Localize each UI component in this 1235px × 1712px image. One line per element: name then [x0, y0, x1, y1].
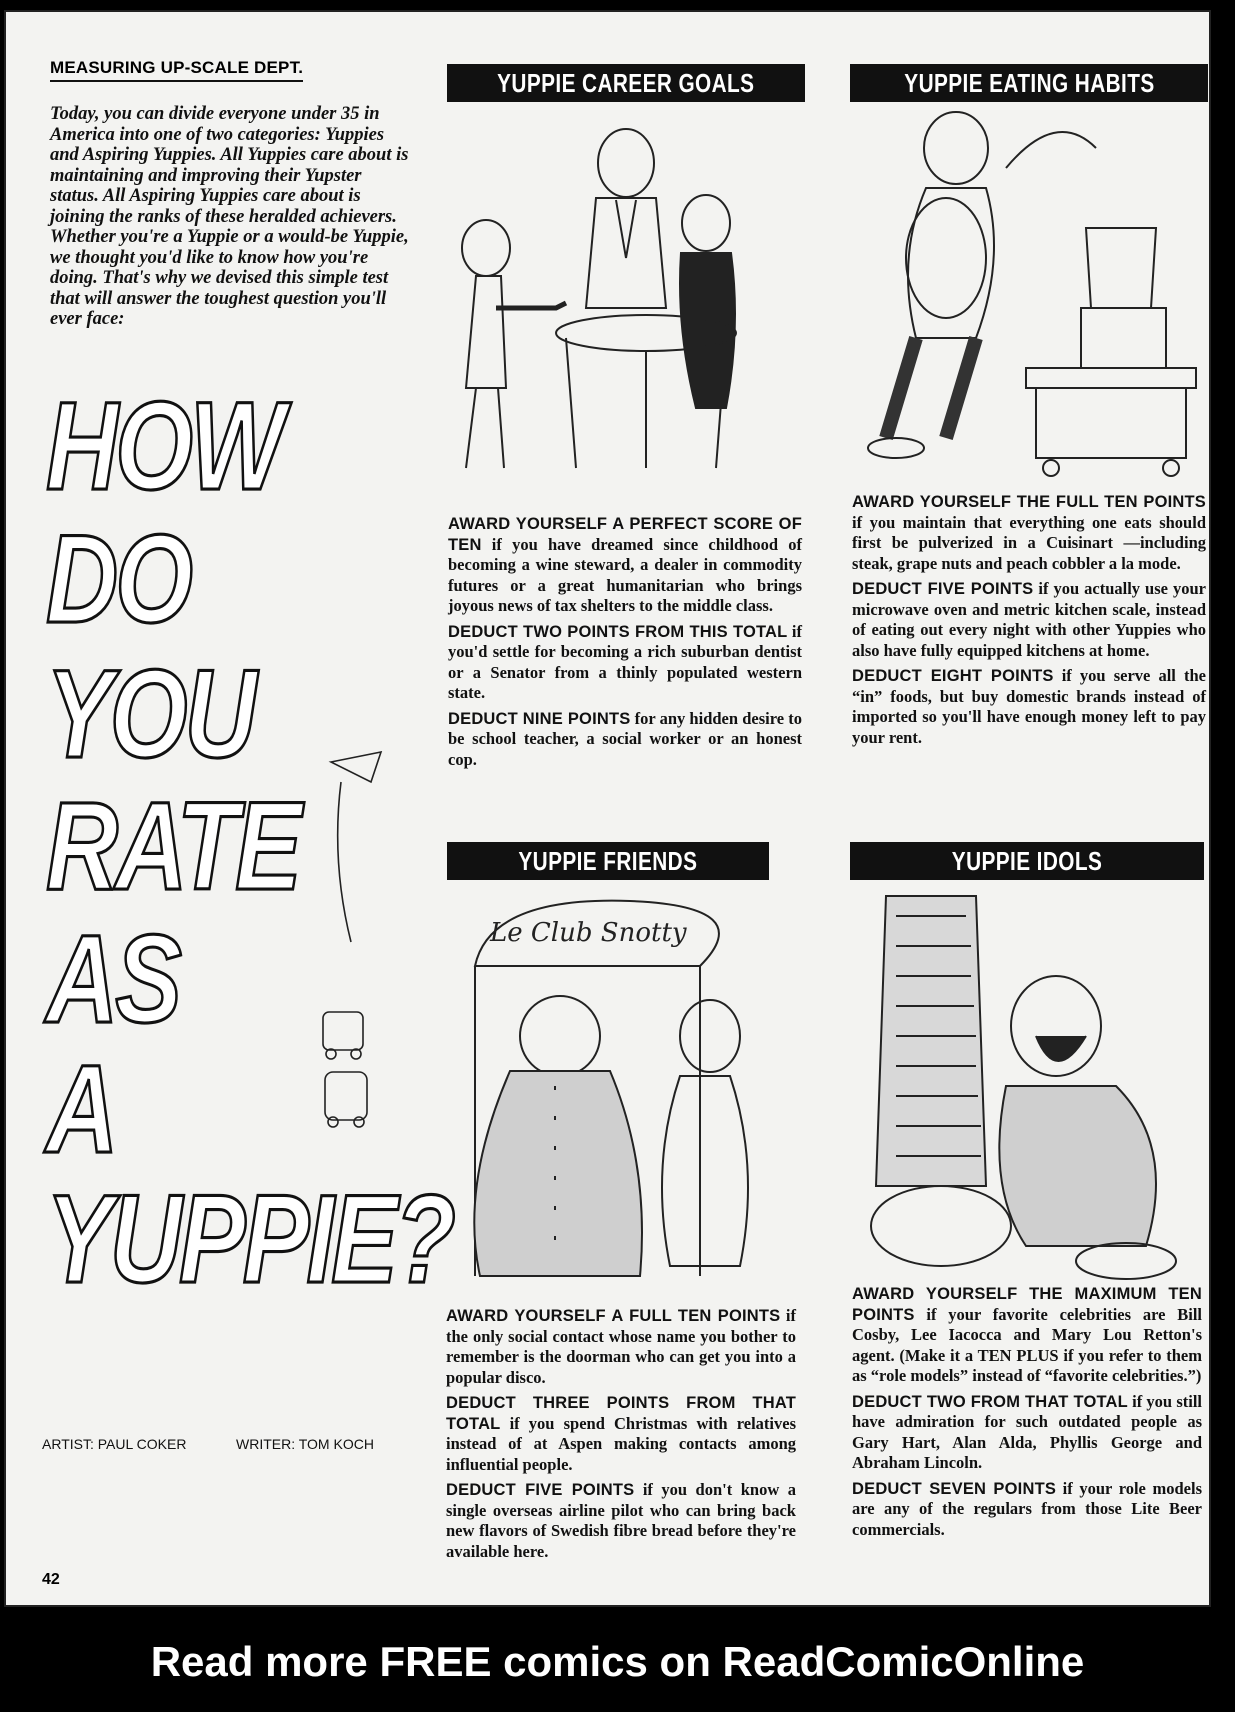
headline-word: HOW	[46, 376, 282, 517]
rule-item: DEDUCT TWO POINTS FROM THIS TOTAL if you'd settle for becoming a rich suburban dentist or a Senator from a thinly populated western state.	[448, 621, 802, 702]
headline-word: YOU	[46, 644, 254, 785]
section-title-career-goals: YUPPIE CAREER GOALS	[447, 64, 805, 102]
intro-paragraph: Today, you can divide everyone under 35 in America into one of two categories: Yuppies and Aspiring Yuppies. All Yuppies care about is maintaining and improving their Yupster status. All Aspiring Yuppies care about is joining the ranks of these heralded achievers. Whether you're a Yuppie or a would-be Yuppie, we thought you'd like to know how you're doing. That's why we devised this simple test that will answer the toughest question you'll ever face:	[50, 104, 409, 329]
artist-credit: ARTIST: PAUL COKER	[42, 1436, 187, 1452]
section-title-idols: YUPPIE IDOLS	[850, 842, 1204, 880]
car-cliff-cartoon	[311, 742, 391, 1132]
rule-item: AWARD YOURSELF THE MAXIMUM TEN POINTS if your favorite celebrities are Bill Cosby, Lee Iacocca and Mary Lou Retton's agent. (Make it a TEN PLUS if you refer to them as “role models” instead of “favorite celebrities.”)	[852, 1285, 1202, 1385]
rules-friends	[446, 1306, 796, 1567]
rule-item: AWARD YOURSELF A FULL TEN POINTS if the only social contact whose name you bother to remember is the doorman who can get you into a popular disco.	[446, 1306, 796, 1387]
rule-item: AWARD YOURSELF A PERFECT SCORE OF TEN if you have dreamed since childhood of becoming a wine steward, a dealer in commodity futures or a great humanitarian who brings joyous news of tax shelters to the middle class.	[448, 515, 802, 615]
rule-item: AWARD YOURSELF THE FULL TEN POINTS if you maintain that everything one eats should first be pulverized in a Cuisinart —including steak, grape nuts and peach cobbler a la mode.	[852, 493, 1206, 573]
rule-item: DEDUCT NINE POINTS for any hidden desire to be school teacher, a social worker or an honest cop.	[448, 708, 802, 769]
section-title-eating-habits: YUPPIE EATING HABITS	[850, 64, 1208, 102]
club-sign-text: Le Club Snotty	[490, 918, 687, 948]
doorman-cartoon	[450, 886, 805, 1286]
rule-item: DEDUCT EIGHT POINTS if you serve all the “in” foods, but buy domestic brands instead of imported so you'll have enough money left to pay your rent.	[852, 666, 1206, 747]
page-number: 42	[42, 1571, 60, 1588]
rule-item: DEDUCT TWO FROM THAT TOTAL if you still have admiration for such outdated people as Gary Hart, Alan Alda, Phyllis George and Abraham Lincoln.	[852, 1391, 1202, 1472]
rules-eating-habits	[852, 492, 1206, 753]
writer-credit: WRITER: TOM KOCH	[236, 1436, 374, 1452]
rule-item: DEDUCT FIVE POINTS if you don't know a single overseas airline pilot who can bring back new flavors of Swedish fibre bread before they're available here.	[446, 1480, 796, 1561]
wine-steward-cartoon	[446, 108, 806, 498]
cuisinart-cartoon	[856, 108, 1206, 488]
rule-item: DEDUCT THREE POINTS FROM THAT TOTAL if you spend Christmas with relatives instead of at Aspen making contacts among influential people.	[446, 1394, 796, 1474]
section-title-friends: YUPPIE FRIENDS	[447, 842, 769, 880]
department-heading: MEASURING UP-SCALE DEPT.	[50, 58, 303, 82]
headline-word: AS	[46, 909, 179, 1050]
headline-word: RATE	[46, 776, 299, 917]
idol-worship-cartoon	[856, 886, 1206, 1286]
rules-idols	[852, 1284, 1202, 1545]
magazine-page	[4, 10, 1211, 1607]
rule-item: DEDUCT SEVEN POINTS if your role models are any of the regulars from those Lite Beer commercials.	[852, 1478, 1202, 1539]
rules-career-goals	[448, 514, 802, 775]
headline-word: A	[46, 1039, 116, 1180]
headline-word: DO	[46, 509, 190, 650]
headline-word: YUPPIE?	[46, 1169, 453, 1310]
rule-item: DEDUCT FIVE POINTS if you actually use your microwave oven and metric kitchen scale, instead of eating out every night with other Yuppies who also have fully equipped kitchens at home.	[852, 579, 1206, 660]
promo-footer-banner: Read more FREE comics on ReadComicOnline	[0, 1612, 1235, 1712]
